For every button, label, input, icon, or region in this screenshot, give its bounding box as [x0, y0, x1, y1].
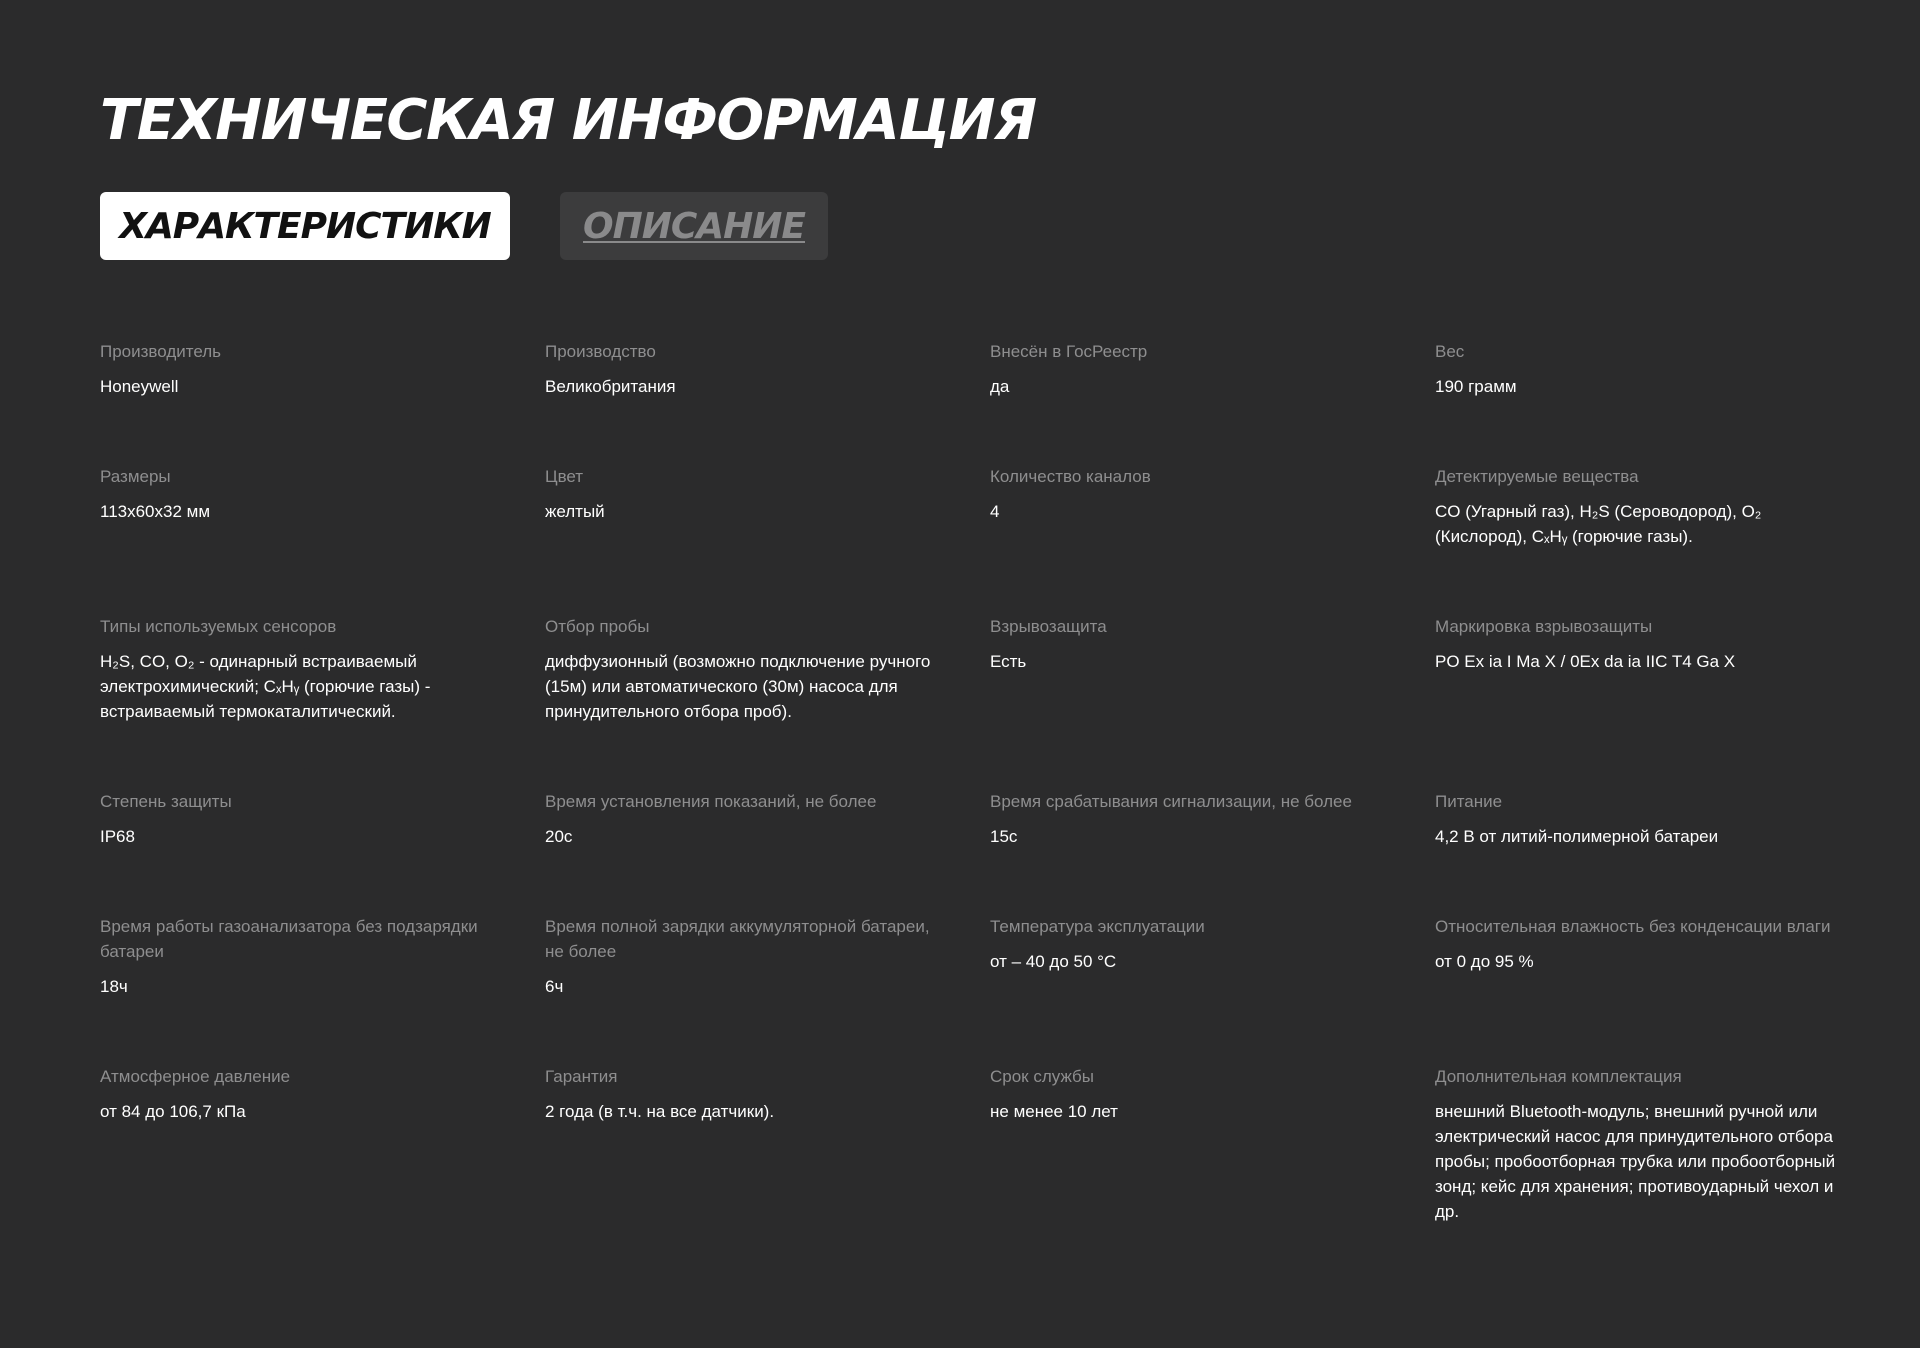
specs-grid: [100, 339, 1880, 1224]
spec-value: Великобритания: [545, 377, 676, 396]
spec-value: от 84 до 106,7 кПа: [100, 1102, 246, 1121]
spec-label: Отбор пробы: [545, 617, 650, 636]
spec-item-humidity: [1435, 914, 1880, 1064]
spec-row: [100, 914, 1880, 1064]
spec-item-operating-temp: [990, 914, 1435, 1064]
spec-item-warranty: [545, 1064, 990, 1224]
tab-characteristics-label: ХАРАКТЕРИСТИКИ: [119, 205, 491, 247]
spec-item-alarm-time: [990, 789, 1435, 914]
spec-item-settling-time: [545, 789, 990, 914]
spec-item-power: [1435, 789, 1880, 914]
spec-row: [100, 1064, 1880, 1224]
tab-characteristics[interactable]: [100, 192, 510, 260]
spec-label: Взрывозащита: [990, 617, 1107, 636]
spec-item-production: [545, 339, 990, 464]
spec-label: Срок службы: [990, 1067, 1094, 1086]
spec-item-ex-marking: [1435, 614, 1880, 789]
spec-item-service-life: [990, 1064, 1435, 1224]
spec-label: Количество каналов: [990, 467, 1151, 486]
spec-row: [100, 339, 1880, 464]
spec-item-dimensions: [100, 464, 545, 614]
spec-label: Вес: [1435, 342, 1465, 361]
tab-bar: [100, 192, 828, 260]
spec-value: 4,2 В от литий-полимерной батареи: [1435, 827, 1719, 846]
spec-value: 20с: [545, 827, 573, 846]
spec-value: H₂S, CO, O₂ - одинарный встраиваемый электрохимический; CₓHᵧ (горючие газы) - встраиваемый термокаталитический.: [100, 652, 431, 721]
spec-value: Есть: [990, 652, 1027, 671]
spec-label: Детектируемые вещества: [1435, 467, 1639, 486]
spec-label: Время работы газоанализатора без подзарядки батареи: [100, 917, 478, 961]
spec-value: от 0 до 95 %: [1435, 952, 1534, 971]
spec-row: [100, 789, 1880, 914]
spec-value: IP68: [100, 827, 135, 846]
spec-label: Размеры: [100, 467, 171, 486]
tab-description[interactable]: [560, 192, 828, 260]
spec-item-registry: [990, 339, 1435, 464]
spec-label: Атмосферное давление: [100, 1067, 291, 1086]
spec-label: Цвет: [545, 467, 584, 486]
spec-value: CO (Угарный газ), H₂S (Сероводород), O₂ (Кислород), CₓHᵧ (горючие газы).: [1435, 502, 1762, 546]
spec-item-sampling: [545, 614, 990, 789]
spec-value: внешний Bluetooth-модуль; внешний ручной или электрический насос для принудительного отбора пробы; пробоотборная трубка или пробоотборный зонд; кейс для хранения; противоударный чехол и др.: [1435, 1102, 1836, 1221]
spec-label: Производство: [545, 342, 656, 361]
spec-item-weight: [1435, 339, 1880, 464]
spec-item-channels: [990, 464, 1435, 614]
spec-value: 6ч: [545, 977, 564, 996]
tab-description-label: ОПИСАНИЕ: [583, 205, 805, 247]
spec-item-color: [545, 464, 990, 614]
spec-label: Внесён в ГосРеестр: [990, 342, 1148, 361]
spec-value: 113х60х32 мм: [100, 502, 211, 521]
spec-label: Типы используемых сенсоров: [100, 617, 337, 636]
spec-label: Степень защиты: [100, 792, 232, 811]
spec-value: от – 40 до 50 °С: [990, 952, 1117, 971]
spec-value: диффузионный (возможно подключение ручного (15м) или автоматического (30м) насоса для принудительного отбора проб).: [545, 652, 931, 721]
spec-item-protection-rating: [100, 789, 545, 914]
spec-value: Honeywell: [100, 377, 179, 396]
spec-item-sensor-types: [100, 614, 545, 789]
spec-value: 2 года (в т.ч. на все датчики).: [545, 1102, 775, 1121]
spec-value: 15с: [990, 827, 1018, 846]
spec-item-charge-time: [545, 914, 990, 1064]
spec-item-explosion-protection: [990, 614, 1435, 789]
spec-value: желтый: [545, 502, 605, 521]
spec-label: Время установления показаний, не более: [545, 792, 877, 811]
spec-item-pressure: [100, 1064, 545, 1224]
spec-label: Питание: [1435, 792, 1503, 811]
spec-label: Дополнительная комплектация: [1435, 1067, 1682, 1086]
spec-label: Температура эксплуатации: [990, 917, 1205, 936]
spec-value: PO Ex ia I Ma X / 0Ex da ia IIC T4 Ga X: [1435, 652, 1736, 671]
spec-row: [100, 614, 1880, 789]
spec-label: Время полной зарядки аккумуляторной батареи, не более: [545, 917, 930, 961]
spec-item-battery-life: [100, 914, 545, 1064]
spec-label: Маркировка взрывозащиты: [1435, 617, 1653, 636]
spec-label: Относительная влажность без конденсации влаги: [1435, 917, 1831, 936]
spec-label: Гарантия: [545, 1067, 618, 1086]
spec-value: да: [990, 377, 1010, 396]
spec-value: 190 грамм: [1435, 377, 1517, 396]
spec-item-manufacturer: [100, 339, 545, 464]
spec-value: 4: [990, 502, 1000, 521]
page-title: ТЕХНИЧЕСКАЯ ИНФОРМАЦИЯ: [100, 88, 1036, 153]
spec-label: Производитель: [100, 342, 222, 361]
spec-value: 18ч: [100, 977, 128, 996]
spec-label: Время срабатывания сигнализации, не более: [990, 792, 1352, 811]
spec-row: [100, 464, 1880, 614]
spec-value: не менее 10 лет: [990, 1102, 1118, 1121]
spec-item-detected-substances: [1435, 464, 1880, 614]
spec-item-accessories: [1435, 1064, 1880, 1224]
